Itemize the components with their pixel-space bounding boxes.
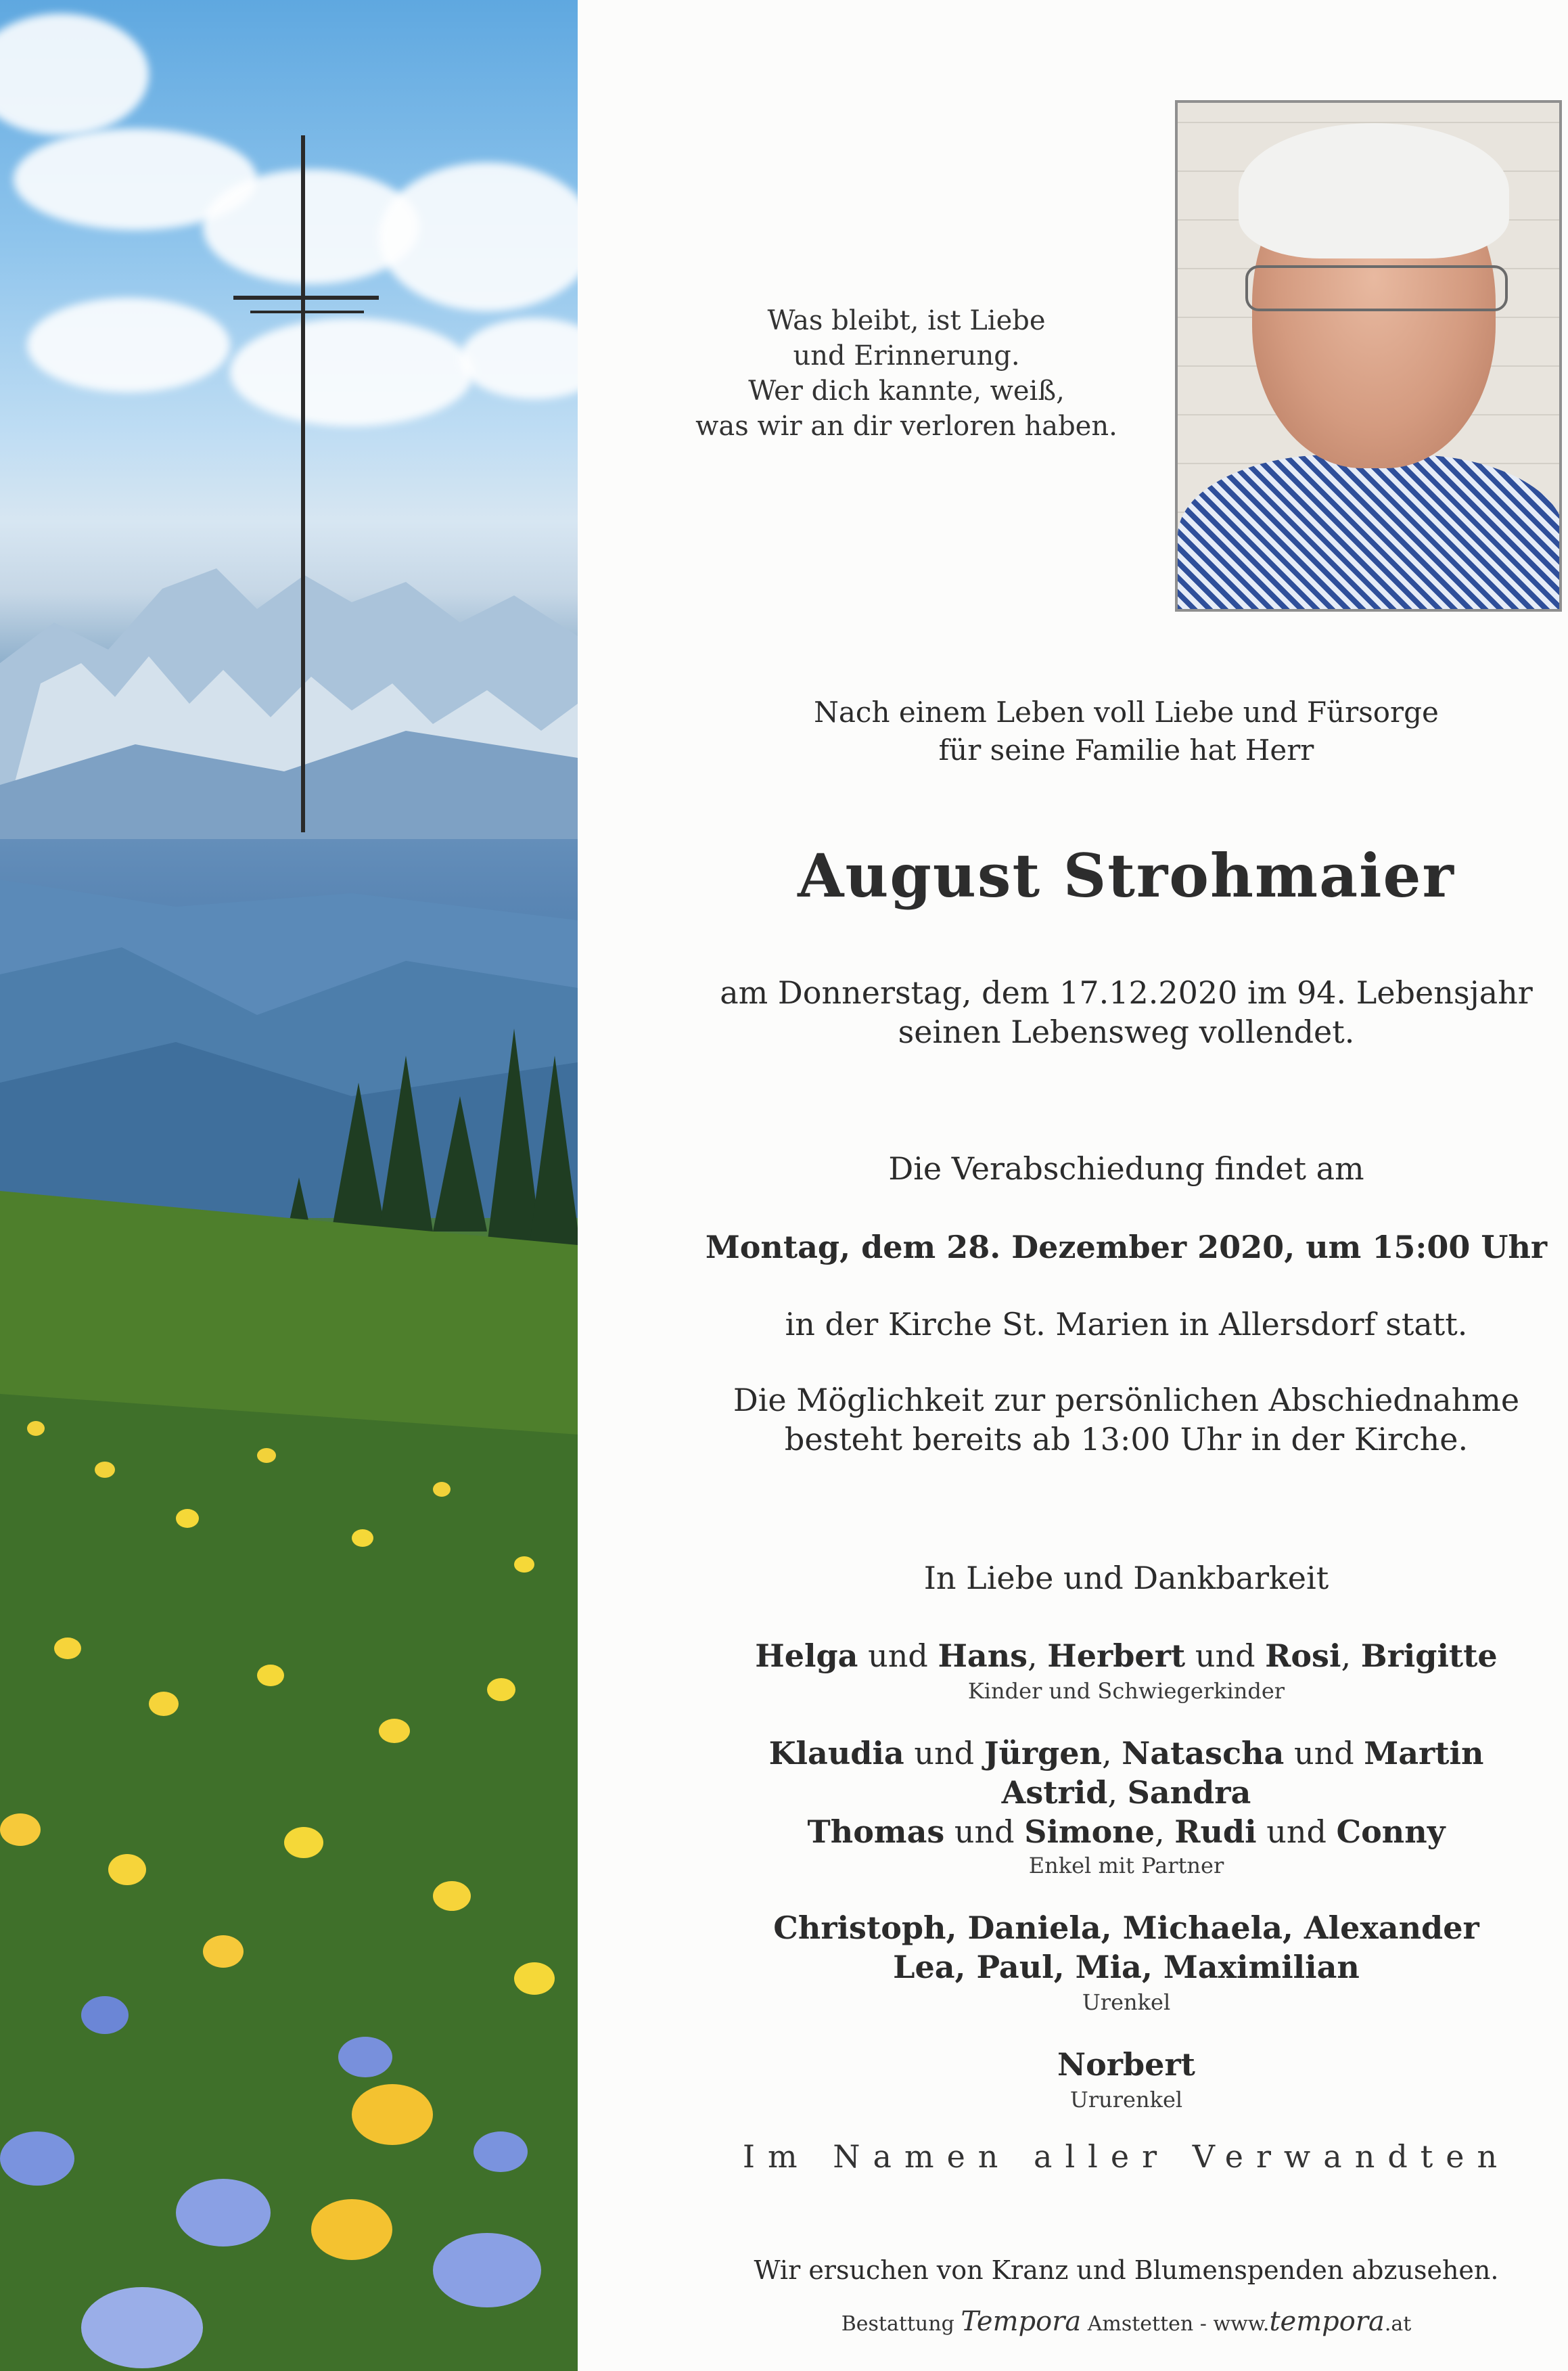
intro-line: für seine Familie hat Herr: [938, 733, 1314, 767]
footer-prefix: Bestattung: [841, 2312, 954, 2336]
family-name: Rosi: [1265, 1638, 1341, 1674]
poem-line: und Erinnerung.: [793, 340, 1020, 371]
family-name: Herbert: [1047, 1638, 1186, 1674]
footer-suffix: .at: [1384, 2312, 1412, 2336]
death-line: am Donnerstag, dem 17.12.2020 im 94. Lebensjahr: [720, 974, 1533, 1011]
flower: [0, 2131, 74, 2186]
death-notice: [683, 973, 1568, 1052]
family-great-grandchildren: [683, 1908, 1568, 1987]
farewell-line: besteht bereits ab 13:00 Uhr in der Kirche.: [784, 1421, 1469, 1458]
family-line: Christoph, Daniela, Michaela, Alexander: [773, 1910, 1479, 1946]
conjunction: und: [954, 1813, 1015, 1850]
flower: [95, 1462, 115, 1478]
cross-bar: [250, 311, 364, 313]
intro-line: Nach einem Leben voll Liebe und Fürsorge: [814, 696, 1439, 729]
cross-bar: [233, 296, 379, 300]
family-name: Thomas: [807, 1813, 945, 1850]
flower: [514, 1556, 534, 1573]
farewell-info: [683, 1380, 1568, 1459]
footer-mid: Amstetten - www.: [1087, 2312, 1270, 2336]
family-children: Helga und Hans, Herbert und Rosi, Brigitte: [755, 1638, 1498, 1674]
flower: [203, 1935, 244, 1968]
flower: [433, 1482, 451, 1497]
flower: [176, 1509, 199, 1528]
conjunction: und: [868, 1638, 928, 1674]
family-name: Brigitte: [1360, 1638, 1498, 1674]
footer-brand: Tempora: [961, 2306, 1082, 2337]
ceremony-intro: Die Verabschiedung findet am: [888, 1150, 1364, 1187]
flower: [311, 2199, 392, 2260]
flower: [81, 1996, 129, 2034]
flower: [176, 2179, 271, 2246]
death-line: seinen Lebensweg vollendet.: [898, 1014, 1355, 1050]
intro-text: [744, 694, 1508, 769]
farewell-line: Die Möglichkeit zur persönlichen Abschiednahme: [733, 1382, 1520, 1418]
conjunction: und: [1293, 1735, 1354, 1771]
photo-shirt: [1178, 455, 1562, 612]
flower: [487, 1678, 515, 1701]
family-name: Rudi: [1174, 1813, 1257, 1850]
flower: [514, 1962, 555, 1995]
flower: [27, 1421, 45, 1436]
flower: [0, 1813, 41, 1846]
family-role: Urenkel: [1082, 1989, 1171, 2015]
flower: [352, 1529, 373, 1547]
photo-glasses: [1245, 265, 1508, 311]
family-role: Enkel mit Partner: [1028, 1853, 1224, 1878]
family-name: Jürgen: [984, 1735, 1103, 1771]
family-name: Martin: [1364, 1735, 1484, 1771]
cloud: [460, 318, 578, 399]
cloud: [230, 318, 474, 426]
flower: [149, 1692, 179, 1716]
family-role: Kinder und Schwiegerkinder: [967, 1678, 1285, 1704]
meadow: [0, 1191, 578, 2371]
family-name: Conny: [1336, 1813, 1446, 1850]
ceremony-date: Montag, dem 28. Dezember 2020, um 15:00 Uhr: [705, 1229, 1548, 1265]
landscape-image: [0, 0, 578, 2371]
donation-request: Wir ersuchen von Kranz und Blumenspenden abzusehen.: [754, 2255, 1499, 2285]
family-name: Astrid: [1001, 1774, 1108, 1811]
family-great-great: Norbert: [1057, 2046, 1195, 2083]
cloud: [0, 14, 149, 135]
family-role: Ururenkel: [1069, 2087, 1183, 2113]
conjunction: und: [1266, 1813, 1327, 1850]
family-name: Natascha: [1122, 1735, 1285, 1771]
undertaker-footer: [683, 2306, 1568, 2337]
family-name: Helga: [755, 1638, 858, 1674]
portrait-photo: [1175, 100, 1562, 612]
conjunction: und: [914, 1735, 975, 1771]
mountains: [0, 528, 578, 839]
flower: [54, 1638, 81, 1659]
footer-domain-brand: tempora: [1269, 2306, 1385, 2337]
flower: [433, 1881, 471, 1911]
flower: [257, 1665, 284, 1686]
flower: [474, 2131, 528, 2172]
family-name: Simone: [1024, 1813, 1155, 1850]
poem-line: Wer dich kannte, weiß,: [748, 376, 1065, 407]
flower: [257, 1448, 276, 1463]
family-name: Sandra: [1127, 1774, 1251, 1811]
flower: [81, 2287, 203, 2368]
thanks-line: In Liebe und Dankbarkeit: [923, 1560, 1329, 1596]
flower: [284, 1827, 323, 1858]
flower: [352, 2084, 433, 2145]
family-line: Lea, Paul, Mia, Maximilian: [893, 1949, 1360, 1985]
flower: [338, 2037, 392, 2077]
flower: [108, 1854, 146, 1885]
cloud: [379, 162, 578, 311]
cloud: [27, 298, 230, 392]
family-name: Klaudia: [768, 1735, 904, 1771]
flower: [433, 2233, 541, 2307]
family-grandchildren: Klaudia und Jürgen, Natascha und Martin Astrid, Sandra Thomas und Simone, Rudi und Conny: [768, 1735, 1484, 1850]
flower: [379, 1719, 410, 1743]
poem: [649, 303, 1163, 444]
photo-hair: [1239, 123, 1509, 258]
poem-line: Was bleibt, ist Liebe: [767, 305, 1046, 336]
closing-line: Im Namen aller Verwandten: [742, 2138, 1511, 2175]
family-name: Hans: [938, 1638, 1028, 1674]
conjunction: und: [1195, 1638, 1255, 1674]
cross-icon: [301, 135, 305, 832]
deceased-name: August Strohmaier: [798, 840, 1455, 911]
poem-line: was wir an dir verloren haben.: [695, 411, 1117, 442]
ceremony-place: in der Kirche St. Marien in Allersdorf statt.: [785, 1306, 1468, 1342]
